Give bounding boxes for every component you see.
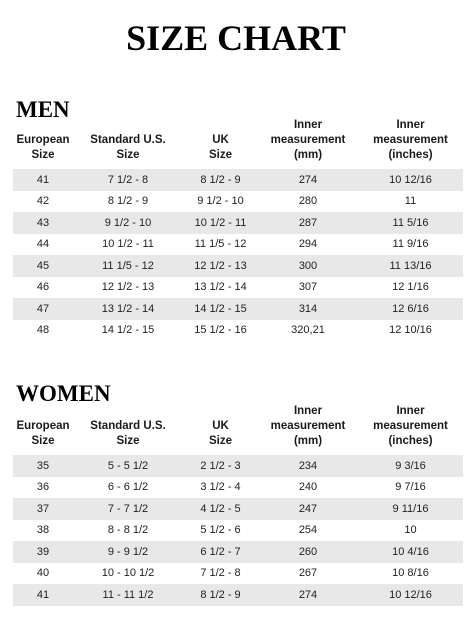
- table-cell-european-size: 38: [36, 524, 50, 537]
- table-cell-us-size: 9 - 9 1/2: [107, 545, 149, 558]
- column-header-line: measurement: [270, 420, 346, 432]
- table-cell-uk-size: 11 1/5 - 12: [194, 238, 247, 251]
- column-header-line: Size: [116, 149, 140, 161]
- column-header-line: Inner: [293, 119, 323, 131]
- table-cell-european-size: 39: [36, 545, 50, 558]
- column-header-inner-inches: [358, 118, 463, 163]
- table-header-row: [13, 119, 463, 163]
- table-cell-uk-size: 12 1/2 - 13: [194, 259, 247, 272]
- table-cell-inner-mm: 274: [298, 588, 318, 601]
- table-cell-uk-size: 4 1/2 - 5: [200, 502, 241, 515]
- table-cell-inner-mm: 280: [298, 195, 318, 208]
- table-row: [13, 212, 463, 234]
- table-cell-uk-size: 7 1/2 - 8: [200, 567, 241, 580]
- column-header-line: Size: [31, 435, 55, 447]
- table-cell-inner-mm: 300: [298, 259, 318, 272]
- table-cell-inner-mm: 294: [298, 238, 318, 251]
- column-header-line: Size: [31, 149, 55, 161]
- table-cell-inner-inches: 9 11/16: [392, 502, 429, 515]
- column-header-inner-mm: [258, 118, 358, 163]
- table-row: [13, 584, 463, 606]
- table-cell-european-size: 41: [36, 588, 50, 601]
- table-cell-european-size: 48: [36, 324, 50, 337]
- table-cell-inner-mm: 287: [298, 216, 318, 229]
- column-header-line: (inches): [388, 149, 433, 161]
- column-header-line: European: [16, 420, 70, 432]
- table-cell-inner-inches: 10 4/16: [392, 545, 429, 558]
- table-cell-inner-mm: 274: [298, 173, 318, 186]
- column-header-line: UK: [212, 420, 229, 432]
- table-row: [13, 541, 463, 563]
- men-heading: MEN: [16, 97, 70, 122]
- table-cell-european-size: 41: [36, 173, 50, 186]
- table-cell-inner-inches: 9 3/16: [395, 459, 426, 472]
- table-cell-us-size: 13 1/2 - 14: [101, 302, 155, 315]
- column-header-line: Inner: [396, 119, 425, 131]
- table-cell-inner-mm: 254: [298, 524, 318, 537]
- table-cell-inner-inches: 10: [404, 524, 417, 537]
- women-size-table: [13, 405, 463, 606]
- table-cell-us-size: 11 1/5 - 12: [102, 259, 154, 272]
- table-cell-inner-mm: 314: [298, 302, 318, 315]
- column-header-line: (mm): [293, 149, 323, 161]
- table-cell-us-size: 9 1/2 - 10: [104, 216, 152, 229]
- table-cell-uk-size: 5 1/2 - 6: [200, 524, 241, 537]
- column-header-inner-mm: [258, 404, 358, 449]
- column-header-us-size: [73, 133, 183, 163]
- column-header-line: measurement: [373, 134, 448, 146]
- column-header-line: Size: [208, 435, 232, 447]
- table-cell-us-size: 5 - 5 1/2: [107, 459, 149, 472]
- column-header-line: Standard U.S.: [90, 134, 166, 146]
- table-cell-inner-mm: 260: [298, 545, 318, 558]
- table-cell-european-size: 43: [36, 216, 50, 229]
- table-cell-european-size: 44: [36, 238, 50, 251]
- table-row: [13, 563, 463, 585]
- table-cell-uk-size: 3 1/2 - 4: [200, 481, 241, 494]
- column-header-line: Size: [208, 149, 232, 161]
- table-cell-european-size: 37: [36, 502, 50, 515]
- column-header-line: Inner: [396, 405, 425, 417]
- table-cell-us-size: 12 1/2 - 13: [101, 281, 155, 294]
- table-cell-inner-mm: 267: [298, 567, 318, 580]
- column-header-line: measurement: [373, 420, 448, 432]
- table-cell-inner-mm: 240: [298, 481, 318, 494]
- table-cell-uk-size: 10 1/2 - 11: [194, 216, 247, 229]
- table-cell-european-size: 47: [36, 302, 50, 315]
- table-cell-uk-size: 9 1/2 - 10: [197, 195, 244, 208]
- table-cell-inner-inches: 11 5/16: [392, 216, 429, 229]
- table-cell-inner-inches: 10 8/16: [392, 567, 429, 580]
- table-cell-uk-size: 15 1/2 - 16: [194, 324, 247, 337]
- table-cell-european-size: 35: [36, 459, 50, 472]
- table-row: [13, 277, 463, 299]
- table-cell-inner-inches: 12 6/16: [392, 302, 429, 315]
- table-cell-us-size: 7 - 7 1/2: [107, 502, 149, 515]
- table-cell-inner-mm: 234: [298, 459, 318, 472]
- table-cell-us-size: 7 1/2 - 8: [107, 173, 149, 186]
- table-row: [13, 320, 463, 342]
- table-cell-us-size: 8 - 8 1/2: [107, 524, 149, 537]
- table-cell-european-size: 45: [36, 259, 50, 272]
- table-cell-inner-mm: 320,21: [291, 324, 325, 337]
- column-header-uk-size: [183, 133, 258, 163]
- table-cell-uk-size: 8 1/2 - 9: [200, 173, 241, 186]
- table-row: [13, 191, 463, 213]
- table-cell-uk-size: 13 1/2 - 14: [194, 281, 247, 294]
- table-row: [13, 455, 463, 477]
- table-cell-inner-mm: 307: [298, 281, 318, 294]
- page-title: SIZE CHART: [126, 18, 346, 58]
- table-row: [13, 234, 463, 256]
- column-header-line: Standard U.S.: [90, 420, 166, 432]
- table-cell-us-size: 11 - 11 1/2: [102, 588, 154, 601]
- table-cell-european-size: 42: [36, 195, 50, 208]
- column-header-uk-size: [183, 419, 258, 449]
- table-row: [13, 520, 463, 542]
- table-cell-uk-size: 8 1/2 - 9: [200, 588, 241, 601]
- table-cell-us-size: 6 - 6 1/2: [107, 481, 149, 494]
- table-cell-inner-inches: 11 13/16: [389, 259, 432, 272]
- table-row: [13, 477, 463, 499]
- table-cell-inner-inches: 10 12/16: [389, 173, 432, 186]
- column-header-european-size: [13, 419, 73, 449]
- table-row: [13, 298, 463, 320]
- table-cell-inner-inches: 11: [404, 195, 417, 208]
- table-header-row: [13, 405, 463, 449]
- column-header-line: UK: [212, 134, 229, 146]
- table-cell-inner-inches: 11 9/16: [392, 238, 429, 251]
- column-header-line: (inches): [388, 435, 433, 447]
- table-cell-european-size: 46: [36, 281, 50, 294]
- table-cell-us-size: 14 1/2 - 15: [101, 324, 155, 337]
- table-row: [13, 169, 463, 191]
- column-header-european-size: [13, 133, 73, 163]
- men-size-table: [13, 119, 463, 341]
- table-cell-european-size: 36: [36, 481, 50, 494]
- column-header-line: European: [16, 134, 70, 146]
- women-heading: WOMEN: [16, 381, 111, 406]
- table-cell-inner-mm: 247: [298, 502, 318, 515]
- table-cell-uk-size: 2 1/2 - 3: [200, 459, 241, 472]
- table-cell-uk-size: 14 1/2 - 15: [194, 302, 247, 315]
- column-header-line: measurement: [270, 134, 346, 146]
- table-cell-uk-size: 6 1/2 - 7: [200, 545, 241, 558]
- column-header-line: Inner: [293, 405, 323, 417]
- table-cell-us-size: 8 1/2 - 9: [107, 195, 149, 208]
- table-cell-european-size: 40: [36, 567, 50, 580]
- table-row: [13, 498, 463, 520]
- column-header-inner-inches: [358, 404, 463, 449]
- table-cell-inner-inches: 12 10/16: [389, 324, 432, 337]
- column-header-us-size: [73, 419, 183, 449]
- table-cell-inner-inches: 10 12/16: [389, 588, 432, 601]
- table-row: [13, 255, 463, 277]
- column-header-line: (mm): [293, 435, 323, 447]
- table-cell-inner-inches: 12 1/16: [392, 281, 429, 294]
- table-cell-inner-inches: 9 7/16: [395, 481, 426, 494]
- table-cell-us-size: 10 1/2 - 11: [102, 238, 154, 251]
- table-cell-us-size: 10 - 10 1/2: [101, 567, 155, 580]
- column-header-line: Size: [116, 435, 140, 447]
